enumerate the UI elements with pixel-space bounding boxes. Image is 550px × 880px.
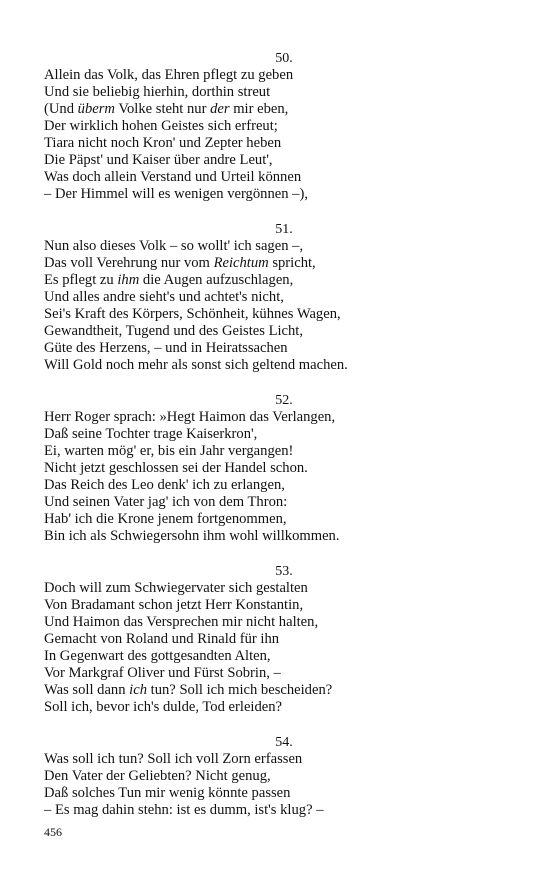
emphasized-word: überm [77, 101, 115, 117]
verse-line [44, 477, 514, 494]
verse-line [44, 152, 514, 169]
line-text: – Es mag dahin stehn: ist es dumm, ist's klug? – [44, 802, 324, 818]
line-text: Gewandtheit, Tugend und des Geistes Licht, [44, 323, 304, 339]
line-text: Daß seine Tochter trage Kaiserkron', [44, 426, 258, 442]
verse-line [44, 135, 514, 152]
stanza-lines [44, 238, 514, 374]
line-text: Will Gold noch mehr als sonst sich geltend machen. [44, 357, 348, 373]
verse-line [44, 597, 514, 614]
line-text: Das Reich des Leo denk' ich zu erlangen, [44, 477, 285, 493]
verse-line [44, 443, 514, 460]
stanza-lines [44, 409, 514, 545]
stanza [44, 563, 514, 716]
verse-line [44, 614, 514, 631]
line-text: Soll ich, bevor ich's dulde, Tod erleiden? [44, 699, 283, 715]
line-text: Daß solches Tun mir wenig könnte passen [44, 785, 291, 801]
stanza-lines [44, 580, 514, 716]
verse-line [44, 409, 514, 426]
line-text: Und sie beliebig hierhin, dorthin streut [44, 84, 271, 100]
verse-line [44, 631, 514, 648]
stanza-number: 52. [275, 393, 293, 408]
line-text: Doch will zum Schwiegervater sich gestalten [44, 580, 308, 596]
stanza-number: 50. [275, 51, 293, 66]
verse-line [44, 426, 514, 443]
line-text: Ei, warten mög' er, bis ein Jahr vergangen! [44, 443, 294, 459]
line-text: Was soll ich tun? Soll ich voll Zorn erfassen [44, 751, 303, 767]
verse-line [44, 528, 514, 545]
verse-line [44, 751, 514, 768]
verse-line [44, 682, 514, 699]
verse-line [44, 84, 514, 101]
verse-line [44, 802, 514, 819]
line-text: Und seinen Vater jag' ich von dem Thron: [44, 494, 288, 510]
stanza [44, 50, 514, 203]
line-text: In Gegenwart des gottgesandten Alten, [44, 648, 271, 664]
verse-line [44, 67, 514, 84]
stanza-number: 51. [275, 222, 293, 237]
line-text: Und Haimon das Versprechen mir nicht halten, [44, 614, 319, 630]
verse-line [44, 323, 514, 340]
verse-line [44, 169, 514, 186]
line-text: Hab' ich die Krone jenem fortgenommen, [44, 511, 287, 527]
verse-line [44, 580, 514, 597]
line-text: Gemacht von Roland und Rinald für ihn [44, 631, 280, 647]
stanza-number: 54. [275, 735, 293, 750]
line-text: Güte des Herzens, – und in Heiratssachen [44, 340, 288, 356]
line-text: Nicht jetzt geschlossen sei der Handel schon. [44, 460, 308, 476]
line-text: Der wirklich hohen Geistes sich erfreut; [44, 118, 278, 134]
line-text: Bin ich als Schwiegersohn ihm wohl willkommen. [44, 528, 340, 544]
verse-line [44, 648, 514, 665]
line-text: Die Päpst' und Kaiser über andre Leut', [44, 152, 273, 168]
line-text: Allein das Volk, das Ehren pflegt zu geben [44, 67, 294, 83]
line-text: Tiara nicht noch Kron' und Zepter heben [44, 135, 282, 151]
emphasized-word: ich [129, 682, 148, 698]
line-text: Sei's Kraft des Körpers, Schönheit, kühnes Wagen, [44, 306, 341, 322]
line-text: Was doch allein Verstand und Urteil können [44, 169, 302, 185]
line-text: tun? Soll ich mich bescheiden? [147, 682, 333, 698]
line-text: Den Vater der Geliebten? Nicht genug, [44, 768, 271, 784]
verse-line [44, 768, 514, 785]
line-text: spricht, [268, 255, 316, 271]
stanza-number: 53. [275, 564, 293, 579]
verse-line [44, 238, 514, 255]
line-text: Nun also dieses Volk – so wollt' ich sagen –, [44, 238, 304, 254]
line-text: Und alles andre sieht's und achtet's nicht, [44, 289, 284, 305]
line-text: – Der Himmel will es wenigen vergönnen –), [44, 186, 308, 202]
verse-line [44, 272, 514, 289]
verse-line [44, 186, 514, 203]
verse-line [44, 357, 514, 374]
verse-line [44, 785, 514, 802]
line-text: Das voll Verehrung nur vom [44, 255, 214, 271]
verse-line [44, 118, 514, 135]
verse-line [44, 289, 514, 306]
line-text: Herr Roger sprach: »Hegt Haimon das Verlangen, [44, 409, 336, 425]
line-text: Es pflegt zu [44, 272, 118, 288]
verse-line [44, 306, 514, 323]
line-text: (Und [44, 101, 78, 117]
verse-line [44, 460, 514, 477]
verse-line [44, 699, 514, 716]
verse-line [44, 511, 514, 528]
line-text: Von Bradamant schon jetzt Herr Konstantin, [44, 597, 304, 613]
line-text: Was soll dann [44, 682, 130, 698]
line-text: Volke steht nur [114, 101, 211, 117]
emphasized-word: Reichtum [213, 255, 269, 271]
stanza-lines [44, 67, 514, 203]
page-body [44, 50, 514, 837]
stanza [44, 221, 514, 374]
verse-line [44, 255, 514, 272]
line-text: die Augen aufzuschlagen, [139, 272, 294, 288]
stanza-lines [44, 751, 514, 819]
verse-line [44, 101, 514, 118]
verse-line [44, 340, 514, 357]
emphasized-word: ihm [117, 272, 140, 288]
verse-line [44, 665, 514, 682]
emphasized-word: der [210, 101, 230, 117]
verse-line [44, 494, 514, 511]
page-number: 456 [44, 825, 62, 839]
stanza [44, 392, 514, 545]
stanza [44, 734, 514, 819]
line-text: Vor Markgraf Oliver und Fürst Sobrin, – [44, 665, 281, 681]
line-text: mir eben, [229, 101, 289, 117]
